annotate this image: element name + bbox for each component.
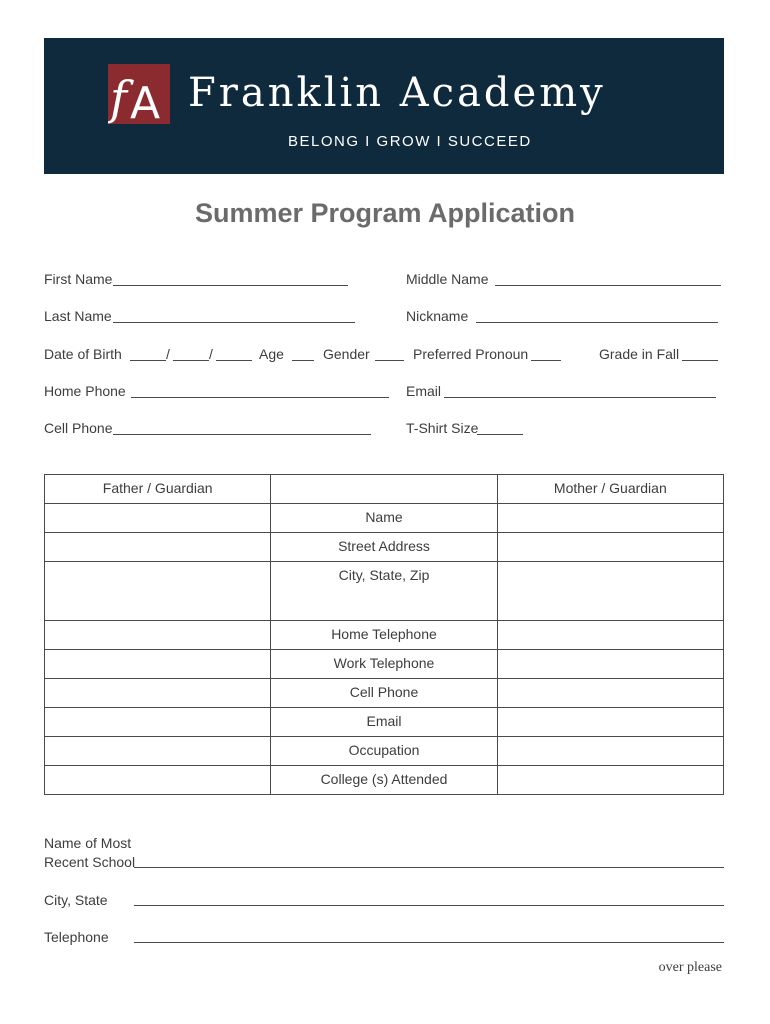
middle-name-field[interactable] — [495, 285, 721, 286]
franklin-academy-logo — [108, 64, 170, 124]
fa-monogram-icon — [108, 64, 170, 124]
table-row — [45, 650, 724, 679]
mother-work-telephone-cell[interactable] — [497, 650, 723, 679]
home-phone-label: Home Phone — [44, 383, 126, 399]
pronoun-field[interactable] — [531, 360, 561, 361]
nickname-field[interactable] — [476, 322, 718, 323]
over-please-note: over please — [658, 960, 722, 975]
brand-name: Franklin Academy — [188, 70, 606, 116]
age-label: Age — [259, 346, 284, 362]
mother-guardian-header: Mother / Guardian — [497, 475, 723, 504]
table-header-row — [45, 475, 724, 504]
row-label: City, State, Zip — [271, 562, 497, 621]
father-email-cell[interactable] — [45, 708, 271, 737]
tshirt-label: T-Shirt Size — [406, 420, 479, 436]
table-row — [45, 621, 724, 650]
table-row — [45, 562, 724, 621]
first-name-label: First Name — [44, 271, 113, 287]
svg-text:A: A — [130, 78, 161, 124]
mother-occupation-cell[interactable] — [497, 737, 723, 766]
nickname-label: Nickname — [406, 308, 469, 324]
gender-field[interactable] — [375, 360, 404, 361]
school-name-field[interactable] — [134, 867, 724, 868]
row-label: Home Telephone — [271, 621, 497, 650]
guardian-table — [44, 474, 724, 795]
last-name-label: Last Name — [44, 308, 112, 324]
row-label: Street Address — [271, 533, 497, 562]
dob-day-field[interactable] — [173, 360, 209, 361]
table-row — [45, 504, 724, 533]
table-row — [45, 533, 724, 562]
mother-home-telephone-cell[interactable] — [497, 621, 723, 650]
school-telephone-field[interactable] — [134, 942, 724, 943]
grade-label: Grade in Fall — [599, 346, 680, 362]
cell-phone-field[interactable] — [113, 434, 371, 435]
email-label: Email — [406, 383, 442, 399]
school-name-label-line1: Name of Most — [44, 835, 132, 851]
tshirt-field[interactable] — [477, 434, 523, 435]
blank-header-cell — [271, 475, 497, 504]
table-row — [45, 708, 724, 737]
last-name-field[interactable] — [113, 322, 355, 323]
pronoun-label: Preferred Pronoun — [413, 346, 529, 362]
gender-label: Gender — [323, 346, 370, 362]
row-label: Occupation — [271, 737, 497, 766]
mother-email-cell[interactable] — [497, 708, 723, 737]
home-phone-field[interactable] — [131, 397, 389, 398]
father-home-telephone-cell[interactable] — [45, 621, 271, 650]
school-city-state-label: City, State — [44, 892, 108, 908]
mother-college-cell[interactable] — [497, 766, 723, 795]
age-field[interactable] — [292, 360, 314, 361]
table-row — [45, 679, 724, 708]
school-name-label-line2: Recent School — [44, 854, 136, 870]
table-row — [45, 766, 724, 795]
father-work-telephone-cell[interactable] — [45, 650, 271, 679]
dob-separator: / — [166, 346, 170, 362]
middle-name-label: Middle Name — [406, 271, 489, 287]
dob-separator: / — [209, 346, 213, 362]
header-banner — [44, 38, 724, 174]
school-telephone-label: Telephone — [44, 929, 109, 945]
dob-year-field[interactable] — [216, 360, 252, 361]
father-cell-phone-cell[interactable] — [45, 679, 271, 708]
dob-month-field[interactable] — [130, 360, 166, 361]
row-label: Work Telephone — [271, 650, 497, 679]
cell-phone-label: Cell Phone — [44, 420, 113, 436]
row-label: College (s) Attended — [271, 766, 497, 795]
table-row — [45, 737, 724, 766]
page-title: Summer Program Application — [194, 198, 576, 228]
father-college-cell[interactable] — [45, 766, 271, 795]
mother-cell-phone-cell[interactable] — [497, 679, 723, 708]
row-label: Name — [271, 504, 497, 533]
father-name-cell[interactable] — [45, 504, 271, 533]
father-guardian-header: Father / Guardian — [45, 475, 271, 504]
svg-text:f: f — [110, 71, 128, 124]
father-street-cell[interactable] — [45, 533, 271, 562]
mother-name-cell[interactable] — [497, 504, 723, 533]
mother-street-cell[interactable] — [497, 533, 723, 562]
first-name-field[interactable] — [113, 285, 348, 286]
mother-city-cell[interactable] — [497, 562, 723, 621]
brand-tagline: BELONG I GROW I SUCCEED — [288, 133, 532, 150]
grade-field[interactable] — [682, 360, 718, 361]
dob-label: Date of Birth — [44, 346, 122, 362]
school-city-state-field[interactable] — [134, 905, 724, 906]
row-label: Email — [271, 708, 497, 737]
father-occupation-cell[interactable] — [45, 737, 271, 766]
father-city-cell[interactable] — [45, 562, 271, 621]
email-field[interactable] — [444, 397, 716, 398]
row-label: Cell Phone — [271, 679, 497, 708]
